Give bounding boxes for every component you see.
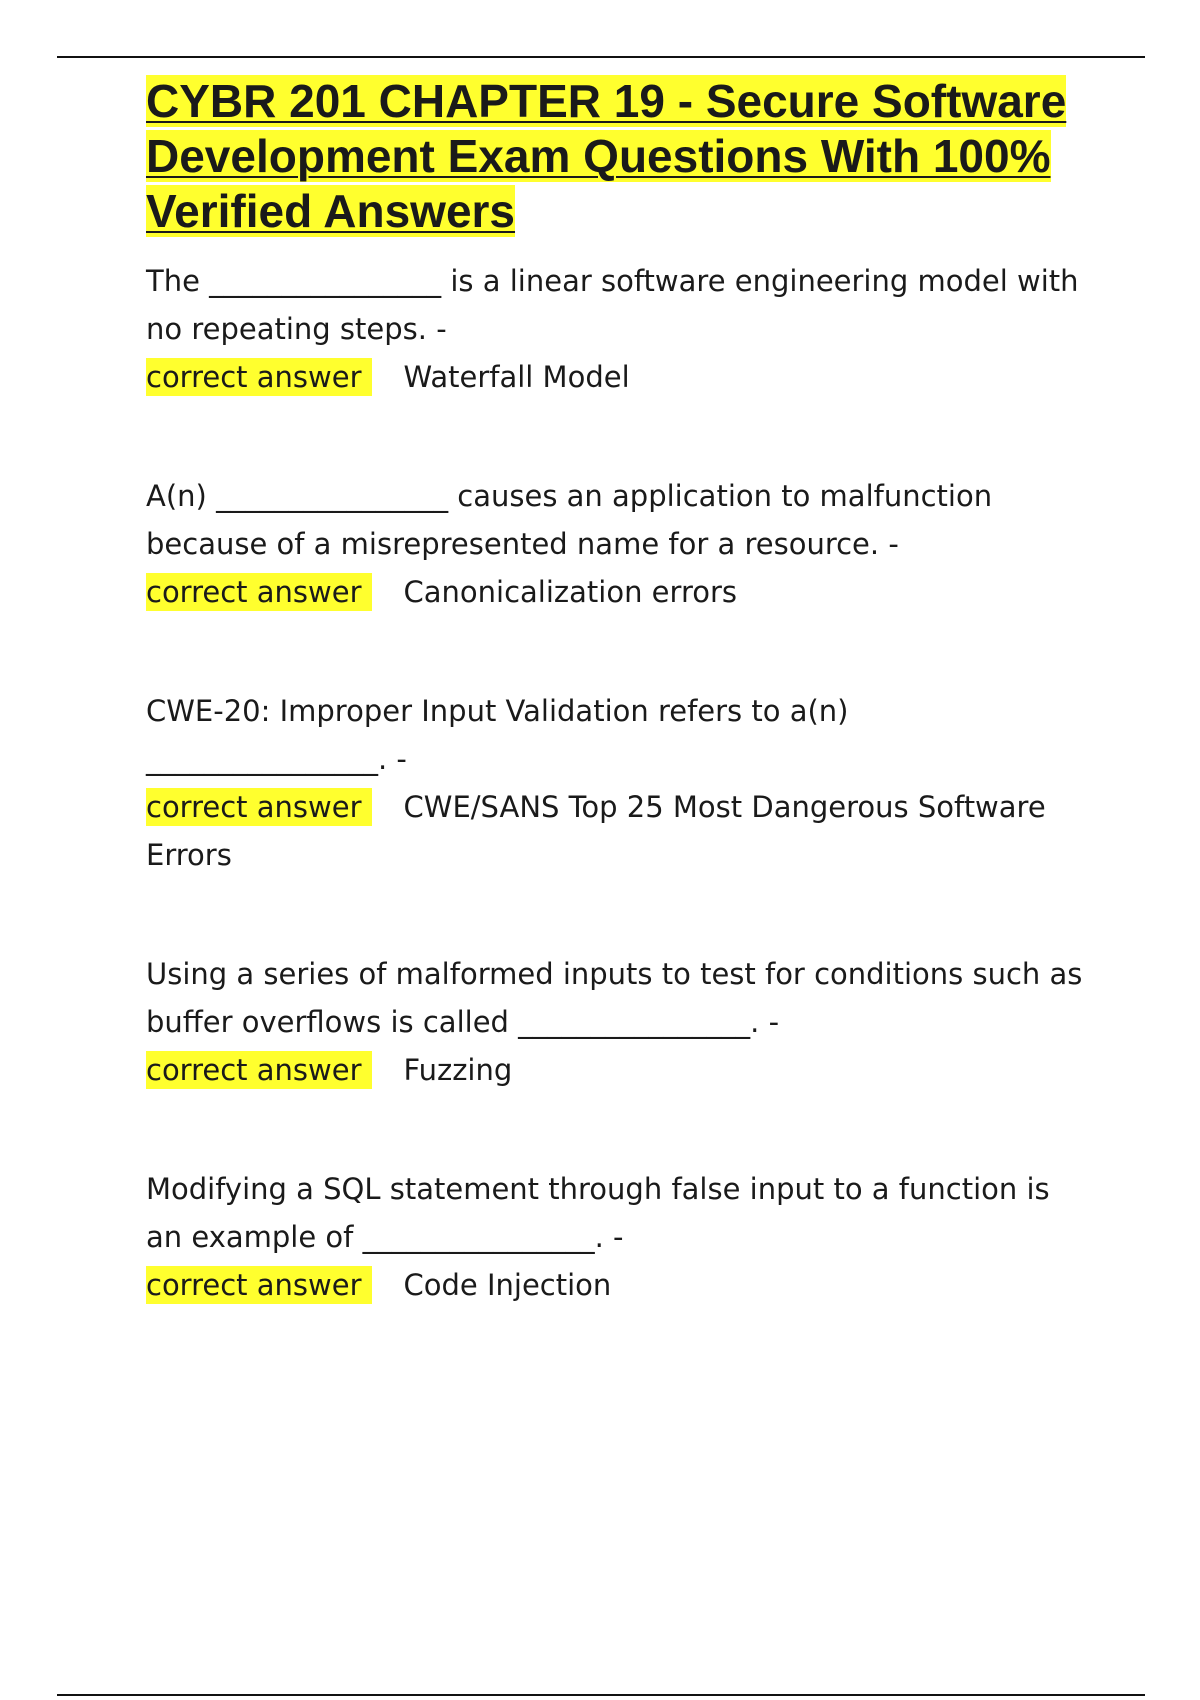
qa-item xyxy=(146,257,1086,401)
answer-text: Canonicalization errors xyxy=(403,575,738,609)
question-text: Using a series of malformed inputs to test for conditions such as buffer overflows is called ________________. - xyxy=(146,957,1083,1039)
question-text: CWE-20: Improper Input Validation refers to a(n) ________________. - xyxy=(146,694,849,776)
qa-list xyxy=(146,257,1086,1309)
answer-line xyxy=(146,1261,1086,1309)
question-text: Modifying a SQL statement through false input to a function is an example of ________________. - xyxy=(146,1172,1050,1254)
header-rule xyxy=(57,56,1145,58)
answer-text: Waterfall Model xyxy=(403,360,630,394)
document-title: CYBR 201 CHAPTER 19 - Secure Software Development Exam Questions With 100% Verified Answers xyxy=(146,75,1067,237)
answer-text: CWE/SANS Top 25 Most Dangerous Software Errors xyxy=(146,790,1046,872)
qa-item xyxy=(146,472,1086,616)
answer-line xyxy=(146,1046,1086,1094)
answer-label: correct answer xyxy=(146,1051,372,1089)
answer-label: correct answer xyxy=(146,358,372,396)
answer-line xyxy=(146,783,1086,879)
qa-item xyxy=(146,950,1086,1094)
question-text: The ________________ is a linear software engineering model with no repeating steps. - xyxy=(146,264,1079,346)
qa-item xyxy=(146,1165,1086,1309)
question-text: A(n) ________________ causes an application to malfunction because of a misrepresented name for a resource. - xyxy=(146,479,993,561)
answer-label: correct answer xyxy=(146,1266,372,1304)
answer-label: correct answer xyxy=(146,573,372,611)
answer-line xyxy=(146,568,1086,616)
document-body xyxy=(146,74,1086,1380)
answer-line xyxy=(146,353,1086,401)
answer-label: correct answer xyxy=(146,788,372,826)
footer-rule xyxy=(57,1694,1145,1696)
answer-text: Code Injection xyxy=(403,1268,612,1302)
qa-item xyxy=(146,687,1086,879)
answer-text: Fuzzing xyxy=(403,1053,513,1087)
